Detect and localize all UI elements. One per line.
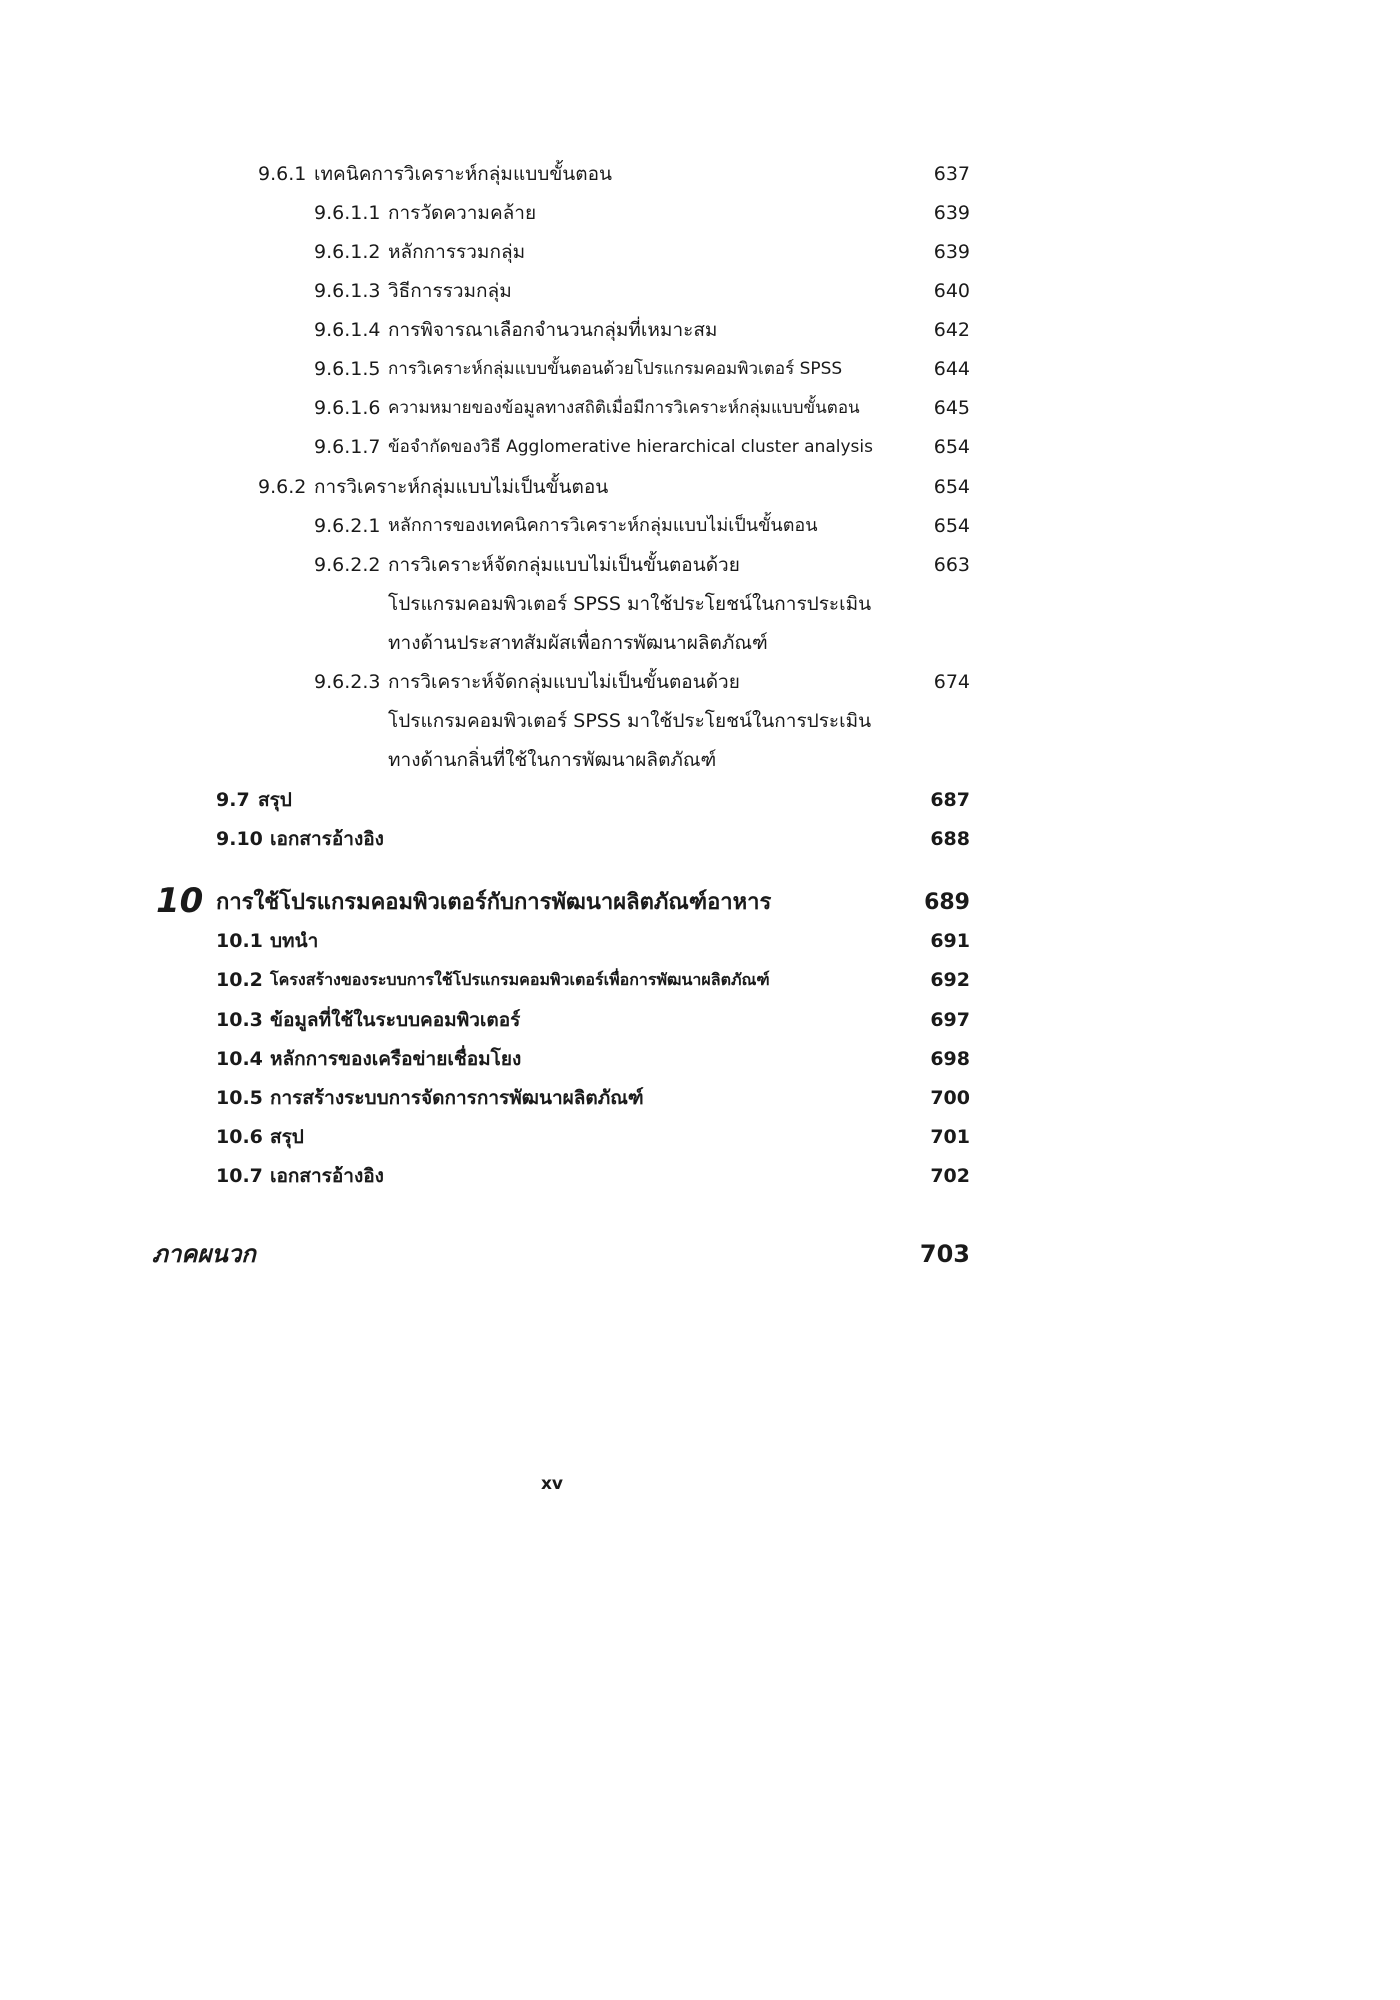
entry-title-continuation: โปรแกรมคอมพิวเตอร์ SPSS มาใช้ประโยชน์ในการประเมิน xyxy=(388,593,872,615)
entry-page: 674 xyxy=(933,671,970,693)
entry-page: 654 xyxy=(933,436,970,458)
toc-entry xyxy=(0,664,1104,700)
appendix-title: ภาคผนวก xyxy=(152,1240,256,1268)
entry-page: 654 xyxy=(933,476,970,498)
entry-number: 9.7 xyxy=(216,789,250,811)
entry-number: 9.6.1.5 xyxy=(314,358,381,380)
entry-page: 687 xyxy=(930,789,970,811)
entry-title-continuation: โปรแกรมคอมพิวเตอร์ SPSS มาใช้ประโยชน์ในการประเมิน xyxy=(388,710,872,732)
toc-entry xyxy=(0,390,1104,426)
toc-entry-continuation xyxy=(0,703,1104,739)
entry-page: 644 xyxy=(933,358,970,380)
toc-entry-continuation xyxy=(0,742,1104,778)
entry-page: 654 xyxy=(933,515,970,537)
toc-entry-continuation xyxy=(0,625,1104,661)
toc-entry xyxy=(0,156,1104,192)
entry-number: 9.6.1.7 xyxy=(314,436,381,458)
entry-number: 10.5 xyxy=(216,1087,263,1109)
toc-entry xyxy=(0,312,1104,348)
entry-page: 640 xyxy=(933,280,970,302)
entry-title-continuation: ทางด้านกลิ่นที่ใช้ในการพัฒนาผลิตภัณฑ์ xyxy=(388,749,717,771)
toc-entry xyxy=(0,469,1104,505)
entry-number: 9.6.2.2 xyxy=(314,554,381,576)
toc-entry xyxy=(0,1119,1104,1155)
entry-page: 702 xyxy=(930,1165,970,1187)
entry-title: สรุป xyxy=(258,789,292,811)
toc-entry xyxy=(0,547,1104,583)
entry-number: 9.6.1.2 xyxy=(314,241,381,263)
entry-page: 663 xyxy=(933,554,970,576)
entry-title: ข้อมูลที่ใช้ในระบบคอมพิวเตอร์ xyxy=(270,1009,521,1031)
entry-number: 9.6.2.3 xyxy=(314,671,381,693)
entry-page: 637 xyxy=(933,163,970,185)
entry-number: 10.7 xyxy=(216,1165,263,1187)
toc-entry xyxy=(0,195,1104,231)
entry-title: เอกสารอ้างอิง xyxy=(270,1165,384,1187)
entry-page: 692 xyxy=(930,969,970,991)
toc-entry xyxy=(0,1080,1104,1116)
entry-number: 9.6.1.6 xyxy=(314,397,381,419)
entry-page: 639 xyxy=(933,202,970,224)
entry-number: 10.3 xyxy=(216,1009,263,1031)
entry-title: การพิจารณาเลือกจำนวนกลุ่มที่เหมาะสม xyxy=(388,319,718,341)
entry-title-continuation: ทางด้านประสาทสัมผัสเพื่อการพัฒนาผลิตภัณฑ์ xyxy=(388,632,768,654)
entry-number: 9.6.2 xyxy=(258,476,307,498)
entry-title: การวัดความคล้าย xyxy=(388,202,537,224)
entry-title: สรุป xyxy=(270,1126,304,1148)
toc-entry xyxy=(0,1158,1104,1194)
entry-number: 9.10 xyxy=(216,828,263,850)
toc-entry xyxy=(0,429,1104,465)
toc-entry xyxy=(0,351,1104,387)
appendix-page: 703 xyxy=(919,1240,970,1268)
entry-title: ข้อจำกัดของวิธี Agglomerative hierarchical cluster analysis xyxy=(388,437,873,457)
toc-entry xyxy=(0,821,1104,857)
toc-entry-continuation xyxy=(0,586,1104,622)
entry-page: 700 xyxy=(930,1087,970,1109)
entry-title: โครงสร้างของระบบการใช้โปรแกรมคอมพิวเตอร์เพื่อการพัฒนาผลิตภัณฑ์ xyxy=(270,970,770,989)
entry-title: การสร้างระบบการจัดการการพัฒนาผลิตภัณฑ์ xyxy=(270,1087,644,1109)
toc-entry xyxy=(0,962,1104,998)
toc-entry xyxy=(0,234,1104,270)
chapter-number: 10 xyxy=(156,881,204,921)
toc-entry xyxy=(0,782,1104,818)
entry-page: 688 xyxy=(930,828,970,850)
toc-entry xyxy=(0,923,1104,959)
entry-number: 9.6.1 xyxy=(258,163,307,185)
page-number: xv xyxy=(540,1474,564,1494)
chapter-title: การใช้โปรแกรมคอมพิวเตอร์กับการพัฒนาผลิตภัณฑ์อาหาร xyxy=(216,890,772,915)
toc-entry xyxy=(0,1041,1104,1077)
entry-title: เทคนิคการวิเคราะห์กลุ่มแบบขั้นตอน xyxy=(314,163,613,185)
entry-title: การวิเคราะห์จัดกลุ่มแบบไม่เป็นขั้นตอนด้วย xyxy=(388,671,740,693)
entry-number: 10.2 xyxy=(216,969,263,991)
entry-title: ความหมายของข้อมูลทางสถิติเมื่อมีการวิเคราะห์กลุ่มแบบขั้นตอน xyxy=(388,398,860,418)
entry-number: 9.6.1.4 xyxy=(314,319,381,341)
entry-title: หลักการของเทคนิคการวิเคราะห์กลุ่มแบบไม่เป็นขั้นตอน xyxy=(388,515,818,536)
entry-number: 9.6.1.1 xyxy=(314,202,381,224)
entry-number: 9.6.1.3 xyxy=(314,280,381,302)
chapter-heading xyxy=(0,879,1104,923)
entry-number: 10.1 xyxy=(216,930,263,952)
chapter-page: 689 xyxy=(924,890,970,915)
entry-title: การวิเคราะห์กลุ่มแบบขั้นตอนด้วยโปรแกรมคอมพิวเตอร์ SPSS xyxy=(388,359,843,379)
entry-title: การวิเคราะห์จัดกลุ่มแบบไม่เป็นขั้นตอนด้วย xyxy=(388,554,740,576)
entry-title: หลักการของเครือข่ายเชื่อมโยง xyxy=(270,1048,522,1070)
entry-title: เอกสารอ้างอิง xyxy=(270,828,384,850)
appendix-heading xyxy=(0,1232,1104,1276)
entry-title: วิธีการรวมกลุ่ม xyxy=(388,280,512,302)
entry-page: 645 xyxy=(933,397,970,419)
entry-title: บทนำ xyxy=(270,930,319,952)
entry-title: หลักการรวมกลุ่ม xyxy=(388,241,526,263)
entry-page: 698 xyxy=(930,1048,970,1070)
entry-page: 697 xyxy=(930,1009,970,1031)
toc-entry xyxy=(0,273,1104,309)
entry-number: 10.4 xyxy=(216,1048,263,1070)
entry-number: 9.6.2.1 xyxy=(314,515,381,537)
entry-page: 691 xyxy=(930,930,970,952)
entry-title: การวิเคราะห์กลุ่มแบบไม่เป็นขั้นตอน xyxy=(314,476,609,498)
toc-entry xyxy=(0,1002,1104,1038)
entry-page: 642 xyxy=(933,319,970,341)
entry-page: 701 xyxy=(930,1126,970,1148)
toc-entry xyxy=(0,508,1104,544)
entry-number: 10.6 xyxy=(216,1126,263,1148)
entry-page: 639 xyxy=(933,241,970,263)
